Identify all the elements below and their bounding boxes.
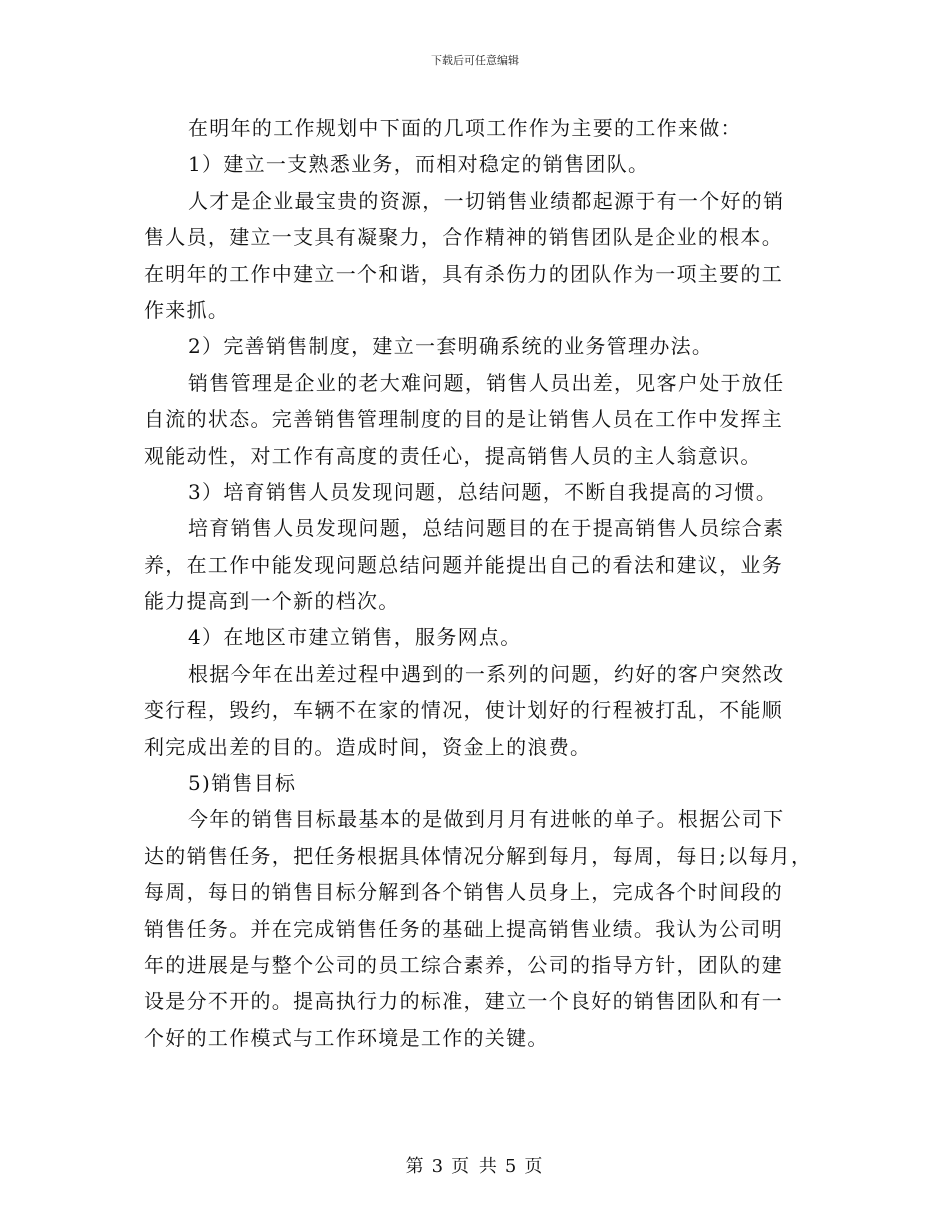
paragraph-line: 设是分不开的。提高执行力的标准，建立一个良好的销售团队和有一	[144, 989, 783, 1014]
paragraph-line: 养，在工作中能发现问题总结问题并能提出自己的看法和建议，业务	[144, 552, 783, 577]
page-header: 下载后可任意编辑	[431, 54, 519, 67]
paragraph-line: 年的进展是与整个公司的员工综合素养，公司的指导方针，团队的建	[144, 952, 783, 977]
total-pages-number: 5	[504, 1156, 519, 1177]
paragraph-line: 作来抓。	[144, 297, 230, 322]
paragraph-line: 在明年的工作中建立一个和谐，具有杀伤力的团队作为一项主要的工	[144, 261, 783, 286]
current-page-number: 3	[431, 1156, 446, 1177]
section-heading-3: 3）培育销售人员发现问题，总结问题，不断自我提高的习惯。	[188, 479, 778, 504]
paragraph-intro: 在明年的工作规划中下面的几项工作作为主要的工作来做：	[188, 116, 742, 140]
paragraph-line: 培育销售人员发现问题，总结问题目的在于提高销售人员综合素	[188, 516, 785, 541]
paragraph-line: 变行程，毁约，车辆不在家的情况，使计划好的行程被打乱，不能顺	[144, 698, 783, 723]
document-body	[144, 113, 819, 1059]
footer-prefix: 第	[405, 1156, 426, 1177]
footer-middle: 页 共	[451, 1156, 499, 1177]
section-heading-1: 1）建立一支熟悉业务，而相对稳定的销售团队。	[188, 152, 650, 177]
page-number-footer	[0, 1156, 950, 1178]
paragraph-line: 人才是企业最宝贵的资源，一切销售业绩都起源于有一个好的销	[188, 188, 785, 213]
section-heading-5: 5)销售目标	[188, 771, 297, 796]
paragraph-line: 每周，每日的销售目标分解到各个销售人员身上，完成各个时间段的	[144, 880, 783, 905]
paragraph-line: 利完成出差的目的。造成时间，资金上的浪费。	[144, 734, 592, 759]
footer-suffix: 页	[524, 1156, 545, 1177]
section-heading-4: 4）在地区市建立销售，服务网点。	[188, 625, 522, 650]
paragraph-line: 销售管理是企业的老大难问题，销售人员出差，见客户处于放任	[188, 370, 785, 395]
paragraph-line: 能力提高到一个新的档次。	[144, 589, 400, 614]
paragraph-line: 售人员，建立一支具有凝聚力，合作精神的销售团队是企业的根本。	[144, 225, 783, 250]
paragraph-line: 个好的工作模式与工作环境是工作的关键。	[144, 1025, 549, 1050]
paragraph-line: 根据今年在出差过程中遇到的一系列的问题，约好的客户突然改	[188, 661, 785, 686]
paragraph-line: 今年的销售目标最基本的是做到月月有进帐的单子。根据公司下	[188, 807, 785, 832]
paragraph-line: 达的销售任务，把任务根据具体情况分解到每月，每周，每日;以每月，	[144, 843, 813, 868]
paragraph-line: 销售任务。并在完成销售任务的基础上提高销售业绩。我认为公司明	[144, 916, 783, 941]
paragraph-line: 观能动性，对工作有高度的责任心，提高销售人员的主人翁意识。	[144, 443, 762, 468]
paragraph-line: 自流的状态。完善销售管理制度的目的是让销售人员在工作中发挥主	[144, 407, 783, 432]
section-heading-2: 2）完善销售制度，建立一套明确系统的业务管理办法。	[188, 334, 714, 359]
